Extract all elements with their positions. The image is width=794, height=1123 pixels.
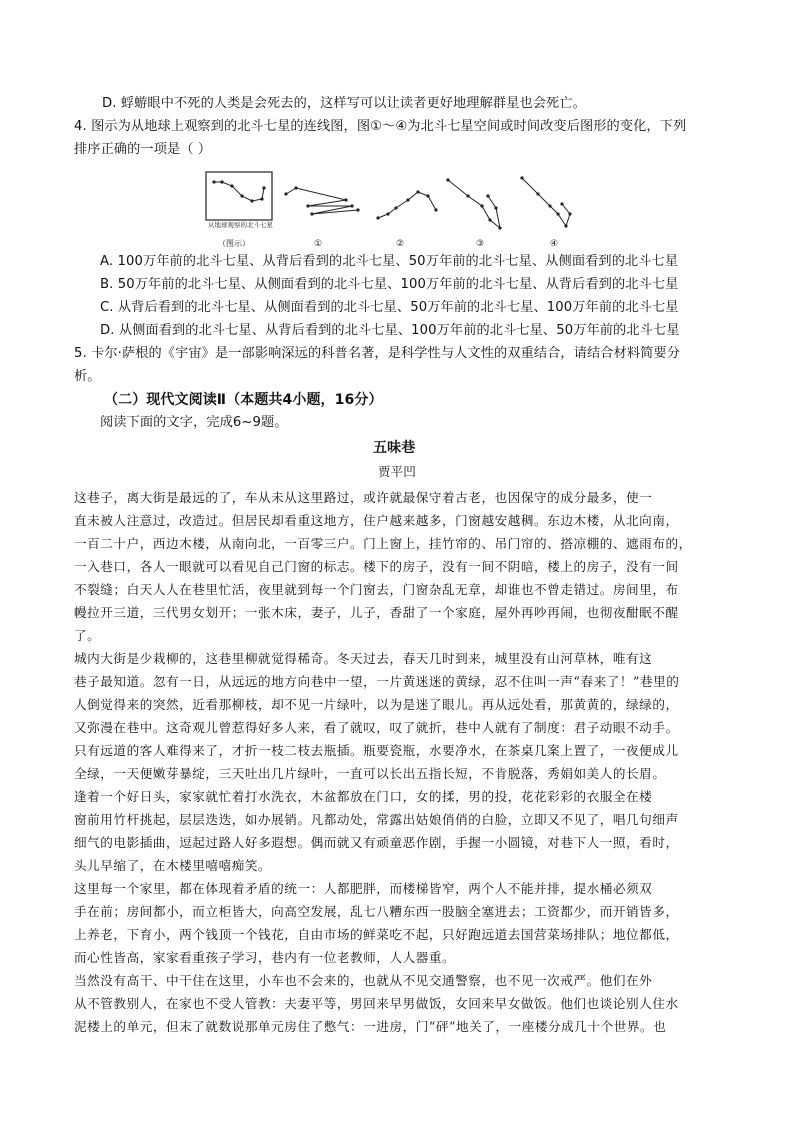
figure-box-caption: 从地球观察的北斗七星 [208, 221, 273, 229]
article-line: 直未被人注意过，改造过。但居民却看重这地方，住户越来越多，门窗越安越稠。东边木楼，从北向南， [74, 513, 679, 528]
article-line: 一入巷口，各人一眼就可以看见自己门窗的标志。楼下的房子，没有一间不阴暗，楼上的房子，没有一间 [74, 559, 679, 574]
figure-label-1: ① [314, 239, 323, 249]
article-title: 五味巷 [373, 440, 416, 456]
article-line: 只有远道的客人难得来了，才折一枝二枝去瓶插。瓶要瓷瓶，水要净水，在茶桌几案上置了，一夜便成儿 [74, 743, 679, 758]
q4-stem-line2: 排序正确的一项是（ ） [74, 142, 212, 157]
article-author: 贾平凹 [378, 464, 416, 479]
q4-option-c: C. 从背后看到的北斗七星、从侧面看到的北斗七星、50万年前的北斗七星、100万年前的北斗七星 [100, 300, 679, 315]
article-line: 人倒觉得来的突然，近看那柳枝，却不见一片绿叶，以为是迷了眼儿。再从远处看，那黄黄的，绿绿的， [74, 697, 679, 712]
article-line: 不裂缝；白天人人在巷里忙活，夜里就到每一个门窗去，门窗杂乱无章，却谁也不曾走错过。房间里，布 [74, 582, 679, 597]
q4-option-b: B. 50万年前的北斗七星、从侧面看到的北斗七星、100万年前的北斗七星、从背后看到的北斗七星 [100, 277, 679, 292]
article-line: 泥楼上的单元，但末了就数说那单元房住了憋气：一进房，门“砰”地关了，一座楼分成几十个世界。也 [74, 1019, 667, 1034]
article-line: 巷子最知道。忽有一日，从远远的地方向巷中一望，一片黄迷迷的黄绿，忍不住叫一声“春来了！”巷里的 [74, 674, 680, 689]
article-line: 又弥漫在巷中。这奇观儿曾惹得好多人来，看了就叹，叹了就折，巷中人就有了制度：君子动眼不动手。 [74, 720, 679, 735]
section-instruction: 阅读下面的文字，完成6~9题。 [100, 415, 288, 430]
article-line: 从不管教别人，在家也不受人管教：夫妻平等，男回来早男做饭，女回来早女做饭。他们也谈论别人住水 [74, 996, 679, 1011]
article-line: 细气的电影插曲，逗起过路人好多遐想。偶而就又有顽童恶作剧，手握一小圆镜，对巷下人一照，看时， [74, 835, 679, 850]
article-line: 全绿，一天便嫩芽暴绽，三天吐出几片绿叶，一直可以长出五指长短，不肯脱落，秀娟如美人的长眉。 [74, 766, 666, 781]
figure-label-2: ② [396, 239, 405, 249]
section-heading: （二）现代文阅读Ⅱ（本题共4小题，16分） [104, 392, 383, 408]
article-line: 当然没有高干、中干住在这里，小车也不会来的，也就从不见交通警察，也不见一次戒严。他们在外 [74, 973, 653, 988]
article-line: 这巷子，离大街是最远的了，车从未从这里路过，或许就最保守着古老，也因保守的成分最多，使一 [74, 490, 653, 505]
article-line: 幔拉开三道，三代男女划开；一张木床，妻子，儿子，香甜了一个家庭，屋外再吵再闹，也彻夜酣眠不醒 [74, 605, 679, 620]
article-line: 一百二十户，西边木楼，从南向北，一百零三户。门上窗上，挂竹帘的、吊门帘的、搭凉棚的、遮雨布的， [74, 536, 692, 551]
article-line: 而心性皆高，家家看重孩子学习，巷内有一位老教师，人人器重。 [74, 950, 456, 965]
big-dipper-figure [200, 166, 580, 254]
article-line: 逢着一个好日头，家家就忙着打水洗衣，木盆都放在门口，女的揉，男的投，花花彩彩的衣服全在楼 [74, 789, 653, 804]
q5-line2: 析。 [74, 369, 101, 384]
article-line: 了。 [74, 628, 101, 643]
article-line: 上养老，下育小，两个钱顶一个钱花，自由市场的鲜菜吃不起，只好跑远道去国营菜场排队；地位都低， [74, 927, 679, 942]
q5-line1: 5. 卡尔·萨根的《宇宙》是一部影响深远的科普名著，是科学性与人文性的双重结合，请结合材料简要分 [74, 346, 681, 361]
article-line: 窗前用竹杆挑起，层层迭迭，如办展销。凡都动处，常露出姑娘俏俏的白脸，立即又不见了，唱几句细声 [74, 812, 679, 827]
q4-option-d: D. 从侧面看到的北斗七星、从背后看到的北斗七星、100万年前的北斗七星、50万年前的北斗七星 [100, 323, 680, 338]
article-line: 手在前；房间都小，而立柜皆大，向高空发展，乱七八糟东西一股脑全塞进去；工资都少，而开销皆多， [74, 904, 679, 919]
article-line: 这里每一个家里，都在体现着矛盾的统一：人都肥胖，而楼梯皆窄，两个人不能并排，提水桶必须双 [74, 881, 653, 896]
q4-option-a: A. 100万年前的北斗七星、从背后看到的北斗七星、50万年前的北斗七星、从侧面看到的北斗七星 [100, 254, 679, 269]
q3-option-d: D. 蜉蝣眼中不死的人类是会死去的，这样写可以让读者更好地理解群星也会死亡。 [102, 96, 586, 111]
article-line: 城内大街是少栽柳的，这巷里柳就觉得稀奇。冬天过去，春天几时到来，城里没有山河草林，唯有这 [74, 651, 653, 666]
article-line: 头儿早缩了，在木楼里嘻嘻痴笑。 [74, 858, 272, 873]
figure-label-3: ③ [476, 239, 485, 249]
q4-stem-line1: 4. 图示为从地球上观察到的北斗七星的连线图，图①～④为北斗七星空间或时间改变后图形的变化，下列 [74, 119, 687, 134]
figure-label-4: ④ [550, 239, 559, 249]
figure-label-shitu: （图示） [218, 239, 250, 248]
